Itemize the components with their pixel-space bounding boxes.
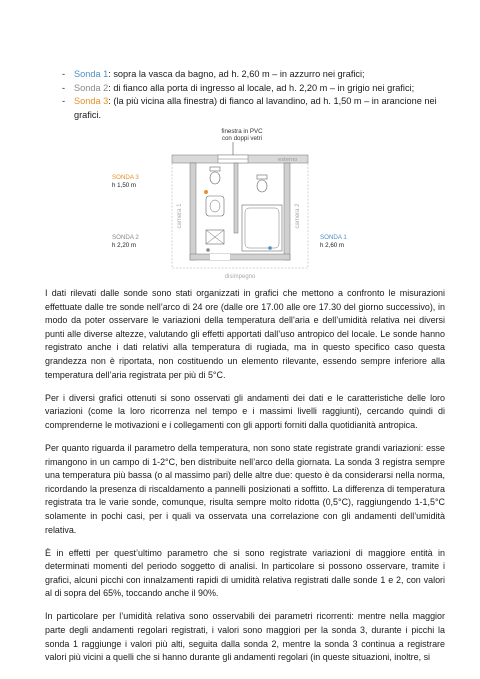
paragraph: Per i diversi grafici ottenuti si sono osservati gli andamenti dei dati e le caratteristiche delle loro variazioni (come la loro ricorrenza nel tempo e i massimi livelli raggiunti), cercando quindi di comprenderne le motivazioni e i collegamenti con gli apporti forniti dalla quotidianità antropica. — [45, 392, 445, 430]
list-item — [62, 95, 452, 122]
paragraph: I dati rilevati dalle sonde sono stati organizzati in grafici che mettono a confronto le misurazioni effettuate dalle tre sonde nell’arco di 24 ore (dalle ore 17.00 alle ore 17.30 del giorno successivo), in modo da poter osservare le variazioni della temperatura dell’aria e dell’umidità relativa nei diversi punti alle diverse altezze, valutando gli effetti apportati dall’uso antropico del locale. Le sonde hanno registrato anche i dati relativi alla temperatura di rugiada, ma in questo specifico caso questa grandezza non è riportata, non costituendo un elemento rilevante, essendo sempre inferiore alla temperatura dell’aria registrata per più di 5°C. — [45, 288, 445, 380]
sonda1-marker — [268, 246, 272, 250]
list-item — [62, 68, 452, 82]
sensor-name: Sonda 2 — [74, 82, 109, 93]
bathtub-icon — [242, 205, 282, 251]
list-item — [62, 82, 452, 96]
wall-bottom — [190, 254, 290, 260]
sonda1-label: SONDA 1 — [320, 234, 347, 241]
sensor-name: Sonda 3 — [74, 96, 109, 107]
sensor-description: : (la più vicina alla finestra) di fianco al lavandino, ad h. 1,50 m – in arancione nei grafici. — [74, 96, 437, 120]
sonda2-marker — [206, 248, 210, 252]
window-label-line1: finestra in PVC — [221, 128, 263, 135]
sonda3-label: SONDA 3 — [112, 174, 139, 181]
room-label-camera1: camera 1 — [177, 203, 183, 229]
room-label-disimpegno: disimpegno — [224, 274, 256, 280]
sink-icon — [206, 196, 224, 216]
sensor-description: : di fianco alla porta di ingresso al locale, ad h. 2,20 m – in grigio nei grafici; — [108, 82, 415, 93]
window-label-line2: con doppi vetri — [221, 135, 263, 142]
sonda2-height: h 2,20 m — [112, 242, 137, 249]
paragraph: In particolare per l’umidità relativa sono osservabili dei parametri ricorrenti: mentre nella maggior parte degli andamenti regolari registrati, i valori sono maggiori per la sonda 3, durante i picchi la sonda 1 raggiunge i valori più alti, seguita dalla sonda 2, mentre la sonda 3 continua a registrare valori più vicini a quelli che si hanno durante gli andamenti regolari (in queste situazioni, inoltre, si — [45, 611, 445, 663]
sonda3-height: h 1,50 m — [112, 182, 137, 189]
bidet-icon — [257, 180, 267, 192]
wall-left — [190, 163, 196, 260]
sensor-description: : sopra la vasca da bagno, ad h. 2,60 m – in azzurro nei grafici; — [108, 69, 365, 79]
sensor-name: Sonda 1 — [74, 69, 109, 79]
door-opening — [210, 254, 230, 260]
floor-plan-figure — [110, 126, 370, 284]
exterior-label: esterno — [278, 157, 298, 163]
sonda3-marker — [204, 190, 208, 194]
bullet-dash: - — [62, 96, 66, 107]
wall-right — [284, 163, 290, 260]
body-text — [45, 287, 445, 674]
sonda1-height: h 2,60 m — [320, 242, 345, 249]
paragraph: Per quanto riguarda il parametro della temperatura, non sono state registrate grandi variazioni: esse rimangono in un campo di 1-2°C, ben distribuite nell’arco della giornata. La sonda 3 registra sempre una temperatura più bassa (o al massimo pari) delle altre due: questo è da considerarsi nella norma, ricordando la presenza di riscaldamento a pannelli posizionati a soffitto. La differenza di temperatura registrata tra le varie sonde, comunque, risulta sempre molto ridotta (0,5°C), raggiungendo 1-1,5°C solamente in pochi casi, per i quali va osservata una correlazione con gli andamenti dell’umidità relativa. — [45, 442, 445, 535]
sensor-list — [62, 68, 452, 122]
floor-plan-diagram — [110, 126, 370, 284]
paragraph: È in effetti per quest’ultimo parametro che si sono registrate variazioni di maggiore entità in determinati momenti del periodo soggetto di analisi. In particolare si possono osservare, tramite i grafici, alcuni picchi con innalzamenti rapidi di umidità relativa registrati dalle sonde 1 e 2, con valori al di sopra del 65%, toccando anche il 90%. — [45, 547, 445, 599]
bullet-dash: - — [62, 69, 66, 79]
room-label-camera2: camera 2 — [295, 203, 301, 229]
bullet-dash: - — [62, 82, 66, 93]
sonda2-label: SONDA 2 — [112, 234, 139, 241]
toilet-icon — [210, 172, 220, 184]
wall-middle — [234, 163, 238, 233]
